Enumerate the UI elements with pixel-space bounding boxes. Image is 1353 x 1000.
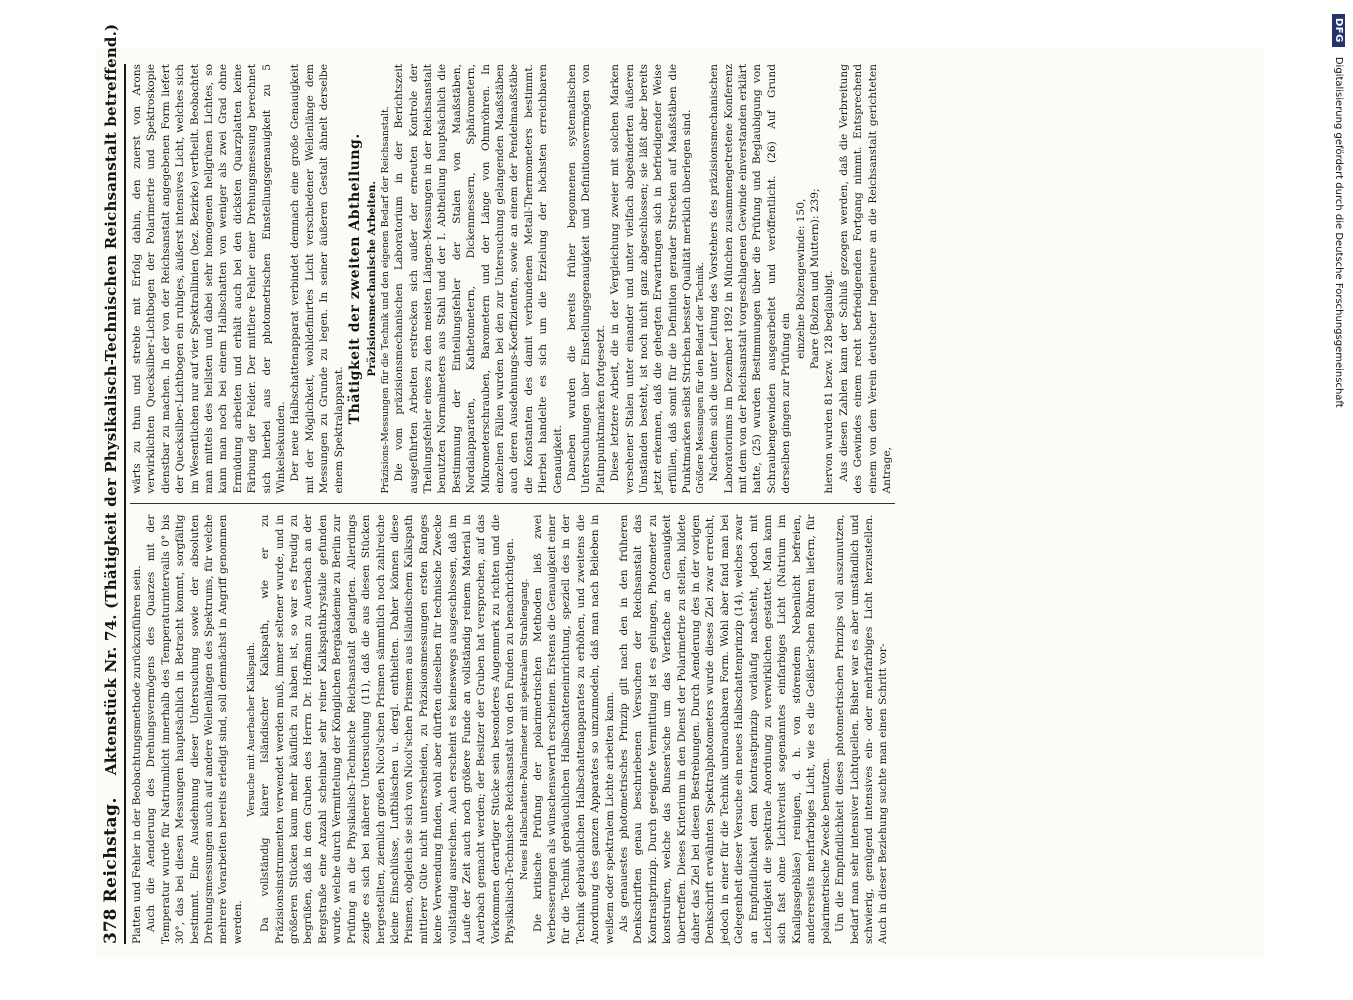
- section-subheading: Neues Halbschatten-Polarimeter mit spektralem Strahlengang.: [518, 578, 530, 880]
- paragraph: hiervon wurden 81 bezw. 128 beglaubigt.: [823, 270, 836, 494]
- running-head: Reichstag.: [101, 797, 121, 903]
- right-column: [130, 64, 895, 494]
- section-note: Größere Messungen für den Bedarf der Technik.: [694, 262, 706, 494]
- left-column: [130, 515, 895, 945]
- paragraph: Um die Empfindlichkeit dieses photometrischen Prinzips voll auszunutzen, bedarf man sehr intensiver Lichtquellen. Bisher war es aber umständlich und schwierig, genügend intensives ein- oder mehrfarbiges Licht herzustellen. Auch in dieser Beziehung suchte man einen Schritt vor-: [834, 514, 890, 944]
- dfg-logo: DFG: [1333, 14, 1346, 47]
- paragraph: Die vom präzisionsmechanischen Laboratorium in der Berichtszeit ausgeführten Arbeiten erstrecken sich außer der erneuten Kontrole der Theilungsfehler eines zu den meisten Längen-Messungen in der Reichsanstalt benutzten Normalmeters aus Stahl und der I. Abtheilung hauptsächlich die Bestimmung der Einteilungsfehler der Stalen von Maaßstäben, Nordalapparaten, Kathetometern, Dickenmessern, Sphärometern, Mikrometerschrauben, Barometern und der Länge von Ohmröhren. In einzelnen Fällen wurden bei den zur Untersuchung gelangenden Maaßstäben auch deren Ausdehnungs-Koeffizienten, sowie an einem der Pendelmaaßstäbe die Konstanten des damit verbundenen Metall-Thermometers bestimmt. Hierbei handelte es sich um die Erzielung der höchsten erreichbaren Genauigkeit.: [393, 64, 564, 494]
- scanned-page: [95, 23, 1265, 958]
- paragraph: Aus diesen Zahlen kann der Schluß gezogen werden, daß die Verbreitung des Gewindes einem recht befriedigenden Fortgang nimmt. Entsprechend einem von dem Verein deutscher Ingenieure an die Reichsanstalt gerichteten Antrage,: [837, 64, 894, 494]
- centered-line: einzelne Bolzengewinde: 150,: [794, 198, 807, 359]
- paragraph: Nachdem sich die unter Leitung des Vorstehers des präzisionsmechanischen Laboratoriums im Dezember 1892 in München zusammengetretene Konferenz mit dem von der Reichsanstalt vorgeschlagenen Gewinde einverstanden erklärt hatte, (25) wurden Bestimmungen über die Prüfung und Beglaubigung von Schraubengewinden ausgearbeitet und veröffentlicht. (26) Auf Grund derselben gingen zur Prüfung ein: [708, 64, 793, 494]
- section-subtitle: Präzisionsmechanische Arbeiten.: [366, 180, 379, 377]
- document-page: [95, 23, 1265, 958]
- page-title: Aktenstück Nr. 74. (Thätigkeit der Physikalisch-Technischen Reichsanstalt betreffend.): [102, 23, 120, 776]
- section-subheading: Versuche mit Auerbacher Kalkspath.: [246, 642, 258, 817]
- credit-text: Digitalisierung gefördert durch die Deutsche Forschungsgemeinschaft: [1333, 56, 1345, 408]
- section-title: Thätigkeit der zweiten Abtheilung.: [347, 133, 364, 425]
- paragraph: Die kritische Prüfung der polarimetrischen Methoden ließ zwei Verbesserungen als wünschenswerth erscheinen. Erstens die Genauigkeit einer für die Technik gebräuchlichen Halbschatteneinrichtung, speziell des in der Technik gebräuchlichen Halbschattenapparates zu erhöhen, und zweitens die Anordnung des ganzen Apparates so umzumodeln, daß man nach Belieben in weißem oder spektralem Lichte arbeiten kann.: [531, 514, 616, 944]
- page-number: 378: [101, 908, 121, 944]
- paragraph: Der neue Halbschattenapparat verbindet demnach eine große Genauigkeit mit der Möglichkeit, wohldefinirtes Licht verschiedener Wellenlänge dem Messungen zu Grunde zu legen. In seiner äußeren Gestalt ähnelt derselbe einem Spektralapparat.: [289, 64, 345, 494]
- column-divider: [130, 504, 895, 505]
- paragraph: wärts zu thun und strebte mit Erfolg dahin, den zuerst von Arons verwirklichten Quecksilber-Lichtbogen der Polarimetrie und Spektroskopie dienstbar zu machen. In der von der Reichsanstalt angegebenen Form liefert der Quecksilber-Lichtbogen ein ruhiges, äußerst intensives Licht, welches sich im Wesentlichen nur auf vier Spektrallinien (bez. Bezirke) vertheilt. Beobachtet man mittels des hellsten und dabei sehr homogenen hellgrünen Lichtes, so kann man noch bei einem Halbschatten von weniger als zwei Grad ohne Ermüdung arbeiten und erhält auch bei den dicksten Quarzplatten keine Färbung der Felder. Der mittlere Fehler einer Drehungsmessung berechnet sich hierbei aus der photometrischen Einstellungsgenauigkeit zu 5 Winkelsekunden.: [131, 64, 288, 494]
- paragraph: Auch die Aenderung des Drehungsvermögens des Quarzes mit der Temperatur wurde für Natriumlicht innerhalb des Temperaturintervalls 0° bis 30°, das bei diesen Messungen hauptsächlich in Betracht kommt, sorgfältig bestimmt. Eine Ausdehnung dieser Untersuchung sowie der absoluten Drehungsmessungen auch auf andere Wellenlängen des Spektrums, für welche mehrere Vorarbeiten bereits erledigt sind, soll demnächst in Angriff genommen werden.: [145, 514, 244, 944]
- centered-line: Paare (Bolzen und Muttern): 239;: [809, 188, 822, 370]
- paragraph: Als genauestes photometrisches Prinzip gilt nach den in den früheren Denkschriften genau beschriebenen Versuchen der Reichsanstalt das Kontrastprinzip. Durch geeignete Vermittlung ist es gelungen, Photometer zu konstruiren, welche das Bunsen'sche um das Vierfache an Genauigkeit übertreffen. Dieses Kriterium in den Dienst der Polarimetrie zu stellen, bildete daher das Ziel bei diesen Bestrebungen. Durch Aenderung des in der vorigen Denkschrift erwähnten Spektralphotometers wurde dieses Ziel zwar erreicht, jedoch in einer für die Technik unbrauchbaren Form. Wohl aber fand man bei Gelegenheit dieser Versuche ein neues Halbschattenprinzip (14), welches zwar an Empfindlichkeit dem Kontrastprinzip vorläufig nachsteht, jedoch mit Leichtigkeit die spektrale Anordnung zu verwirklichen gestattet. Man kann sich fast ohne Lichtverlust sogenanntes einfarbiges Licht (Natrium im Knallgasgebläse) reinigen, d. h. von störendem Nebenlicht befreien, andererseits mehrfarbiges Licht, wie es die Geißler'schen Röhren liefern, für polarimetrische Zwecke benutzen.: [618, 514, 832, 944]
- paragraph: Da vollständig klarer Isländischer Kalkspath, wie er zu Präzisionsinstrumenten verwendet werden muß, immer seltener wurde, und in größeren Stücken kaum mehr käuflich zu haben ist, so war es freudig zu begrüßen, daß in den Gruben des Herrn Dr. Hoffmann zu Auerbach an der Bergstraße eine Anzahl scheinbar sehr reiner Kalkspathkrystalle gefunden wurde, welche durch Vermittelung der Königlichen Bergakademie zu Berlin zur Prüfung an die Physikalisch-Technische Reichsanstalt gelangten. Allerdings zeigte es sich bei näherer Untersuchung (11), daß die aus diesen Stücken hergestellten, ziemlich großen Nicol'schen Prismen sämmtlich noch zahlreiche kleine Einschlüsse, Luftbläschen u. dergl. enthielten. Daher können diese Prismen, obgleich sie sich von Nicol'schen Prismen aus Isländischem Kalkspath mittlerer Güte nicht unterscheiden, zu Präzisionsmessungen ersten Ranges keine Verwendung finden, wohl aber dürften dieselben für technische Zwecke vollständig ausreichen. Auch erscheint es keineswegs ausgeschlossen, daß im Laufe der Zeit auch noch größere Funde an vollständig reinem Material in Auerbach gemacht werden; der Besitzer der Gruben hat versprochen, auf das Vorkommen derartiger Stücke sein besonderes Augenmerk zu richten und die Physikalisch-Technische Reichsanstalt von den Funden zu benachrichtigen.: [259, 514, 517, 944]
- section-note: Präzisions-Messungen für die Technik und den eigenen Bedarf der Reichsanstalt.: [379, 106, 391, 494]
- digitization-credit: [1327, 14, 1351, 989]
- page-header: [101, 23, 126, 944]
- paragraph: Platten und Fehler in der Beobachtungsmethode zurückzuführen sein.: [131, 565, 143, 944]
- text-columns: [130, 64, 895, 944]
- paragraph: Diese letztere Arbeit, die in der Vergleichung zweier mit solchen Marken versehener Stalen unter einander und unter vielfach abgeänderten äußeren Umständen besteht, ist noch nicht ganz abgeschlossen; sie läßt aber bereits jetzt erkennen, daß die gehegten Erwartungen sich in befriedigender Weise erfüllen, daß somit für die Definition gerader Strecken auf Maaßstäben die Punktmarken selbst Strichen besster Qualität merklich überlegen sind.: [609, 64, 694, 494]
- paragraph: Daneben wurden die bereits früher begonnenen systematischen Untersuchungen über Einstellungsgenauigkeit und Definitionsvermögen von Platinpunktmarken fortgesetzt.: [565, 64, 607, 494]
